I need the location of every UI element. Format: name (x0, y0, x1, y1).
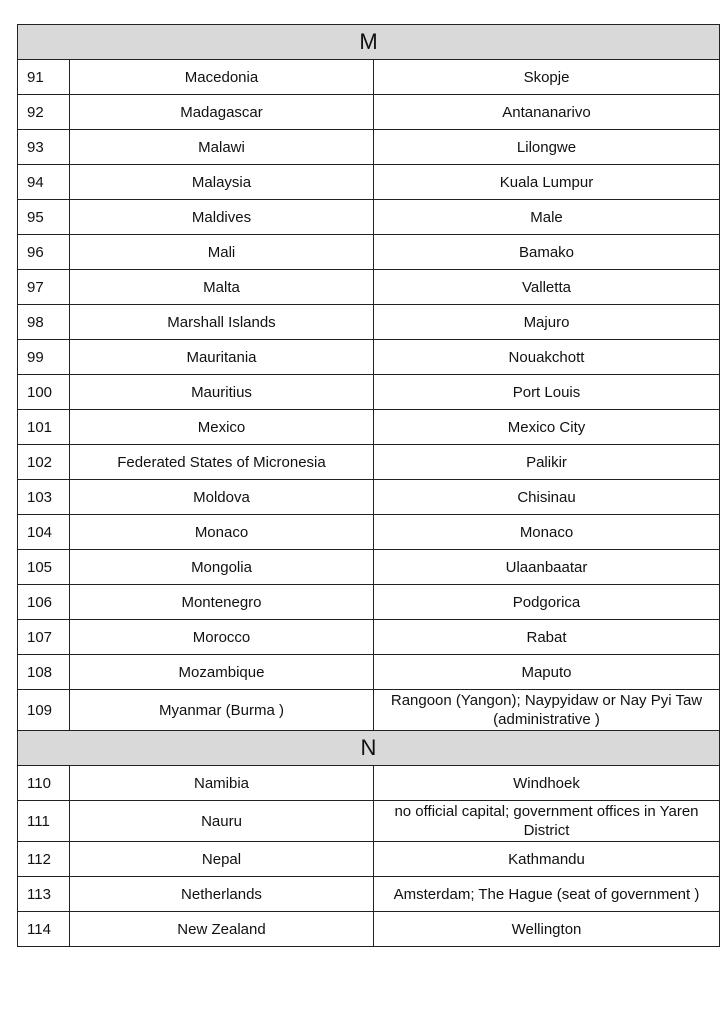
row-number: 98 (18, 305, 70, 340)
capital-name: Kuala Lumpur (374, 165, 720, 200)
country-name: Moldova (70, 480, 374, 515)
table-row (18, 690, 720, 731)
country-name: Mozambique (70, 655, 374, 690)
row-number: 100 (18, 375, 70, 410)
table-row (18, 200, 720, 235)
country-name: Mali (70, 235, 374, 270)
capital-name: Ulaanbaatar (374, 550, 720, 585)
capital-name: Nouakchott (374, 340, 720, 375)
letter-header-row (18, 731, 720, 766)
table-row (18, 912, 720, 947)
country-name: Nauru (70, 801, 374, 842)
capital-name: Podgorica (374, 585, 720, 620)
row-number: 99 (18, 340, 70, 375)
table-row (18, 655, 720, 690)
table-row (18, 165, 720, 200)
country-name: Monaco (70, 515, 374, 550)
letter-header: M (18, 25, 720, 60)
table-row (18, 766, 720, 801)
country-name: Federated States of Micronesia (70, 445, 374, 480)
table-row (18, 60, 720, 95)
table-row (18, 550, 720, 585)
country-name: Namibia (70, 766, 374, 801)
row-number: 94 (18, 165, 70, 200)
row-number: 108 (18, 655, 70, 690)
capital-name: Maputo (374, 655, 720, 690)
table-row (18, 340, 720, 375)
capital-name: Lilongwe (374, 130, 720, 165)
capital-name: Antananarivo (374, 95, 720, 130)
row-number: 113 (18, 877, 70, 912)
table-row (18, 515, 720, 550)
row-number: 96 (18, 235, 70, 270)
table-row (18, 305, 720, 340)
row-number: 97 (18, 270, 70, 305)
table-row (18, 842, 720, 877)
table-row (18, 480, 720, 515)
table-row (18, 801, 720, 842)
country-name: Nepal (70, 842, 374, 877)
country-name: Marshall Islands (70, 305, 374, 340)
row-number: 102 (18, 445, 70, 480)
capital-name: Mexico City (374, 410, 720, 445)
capital-name: Windhoek (374, 766, 720, 801)
country-name: Mauritania (70, 340, 374, 375)
row-number: 95 (18, 200, 70, 235)
row-number: 92 (18, 95, 70, 130)
country-name: Mexico (70, 410, 374, 445)
capital-name: Wellington (374, 912, 720, 947)
row-number: 93 (18, 130, 70, 165)
capital-name: no official capital; government offices in Yaren District (374, 801, 720, 842)
row-number: 101 (18, 410, 70, 445)
country-name: Mongolia (70, 550, 374, 585)
table-row (18, 877, 720, 912)
row-number: 104 (18, 515, 70, 550)
capital-name: Majuro (374, 305, 720, 340)
country-name: Myanmar (Burma ) (70, 690, 374, 731)
letter-header-row (18, 25, 720, 60)
row-number: 107 (18, 620, 70, 655)
capital-name: Valletta (374, 270, 720, 305)
country-name: Malta (70, 270, 374, 305)
capital-name: Amsterdam; The Hague (seat of government ) (374, 877, 720, 912)
capital-name: Chisinau (374, 480, 720, 515)
row-number: 91 (18, 60, 70, 95)
country-name: New Zealand (70, 912, 374, 947)
row-number: 105 (18, 550, 70, 585)
capital-name: Rangoon (Yangon); Naypyidaw or Nay Pyi Taw (administrative ) (374, 690, 720, 731)
table-row (18, 410, 720, 445)
country-name: Macedonia (70, 60, 374, 95)
table-row (18, 130, 720, 165)
letter-header: N (18, 731, 720, 766)
row-number: 112 (18, 842, 70, 877)
country-name: Montenegro (70, 585, 374, 620)
row-number: 111 (18, 801, 70, 842)
country-capitals-table (17, 24, 720, 947)
capital-name: Skopje (374, 60, 720, 95)
country-name: Malawi (70, 130, 374, 165)
table-row (18, 235, 720, 270)
table-row (18, 445, 720, 480)
row-number: 106 (18, 585, 70, 620)
country-name: Maldives (70, 200, 374, 235)
capital-name: Monaco (374, 515, 720, 550)
table-row (18, 585, 720, 620)
capital-name: Kathmandu (374, 842, 720, 877)
country-name: Mauritius (70, 375, 374, 410)
row-number: 110 (18, 766, 70, 801)
capital-name: Palikir (374, 445, 720, 480)
table-row (18, 95, 720, 130)
country-name: Madagascar (70, 95, 374, 130)
capital-name: Port Louis (374, 375, 720, 410)
capital-name: Male (374, 200, 720, 235)
row-number: 109 (18, 690, 70, 731)
row-number: 103 (18, 480, 70, 515)
table-row (18, 270, 720, 305)
country-name: Malaysia (70, 165, 374, 200)
table-row (18, 620, 720, 655)
row-number: 114 (18, 912, 70, 947)
capital-name: Bamako (374, 235, 720, 270)
country-name: Morocco (70, 620, 374, 655)
country-name: Netherlands (70, 877, 374, 912)
capital-name: Rabat (374, 620, 720, 655)
table-row (18, 375, 720, 410)
